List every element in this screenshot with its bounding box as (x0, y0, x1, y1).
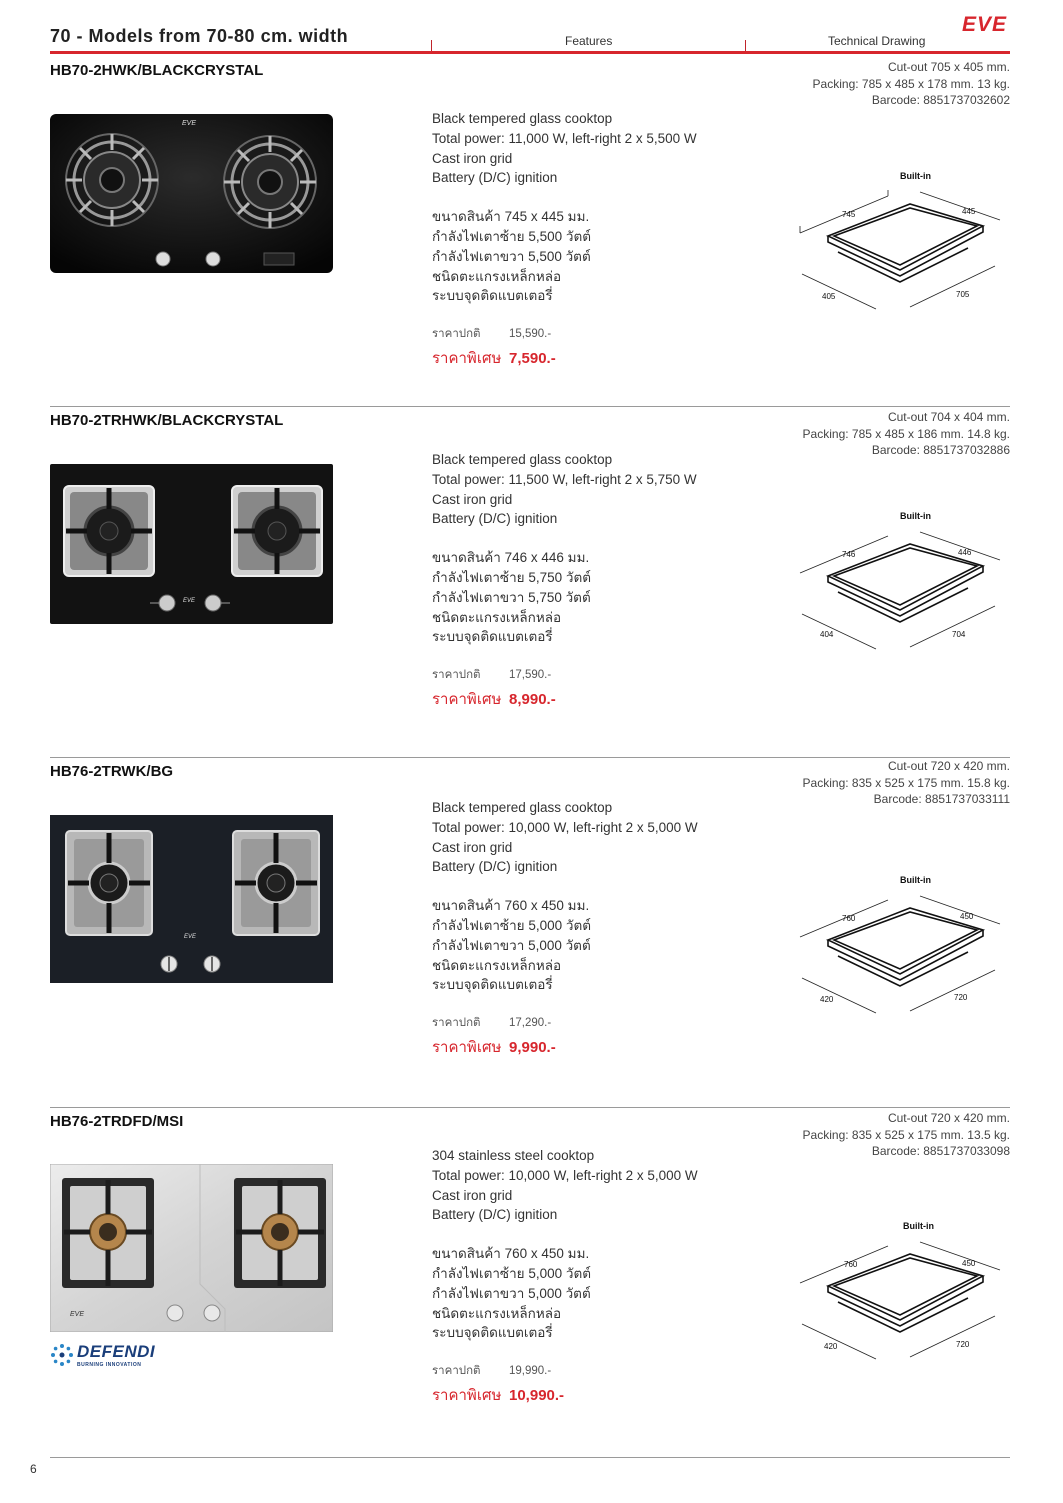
feature-line: Cast iron grid (432, 491, 513, 507)
technical-drawing (790, 508, 1010, 658)
sale-price-label: ราคาพิเศษ (432, 1038, 502, 1056)
feature-line-th: ระบบจุดติดแบตเตอรี่ (432, 288, 553, 304)
feature-line: Cast iron grid (432, 1187, 513, 1203)
feature-line-th: ขนาดสินค้า 760 x 450 มม. (432, 1246, 590, 1262)
packing-spec: Packing: 835 x 525 x 175 mm. 13.5 kg. (802, 1127, 1010, 1142)
built-in-label: Built-in (900, 171, 931, 181)
dim-top-left: 745 (842, 210, 856, 219)
regular-price (432, 1014, 698, 1034)
page-number: 6 (30, 1462, 37, 1476)
feature-line-th: กำลังไฟเตาซ้าย 5,000 วัตต์ (432, 1265, 591, 1281)
feature-line: Battery (D/C) ignition (432, 511, 558, 527)
section-divider (50, 406, 1010, 407)
feature-line-th: ชนิดตะแกรงเหล็กหล่อ (432, 268, 562, 284)
product-specs (803, 1110, 1010, 1160)
feature-line-th: ชนิดตะแกรงเหล็กหล่อ (432, 1305, 562, 1321)
sale-price-label: ราคาพิเศษ (432, 1386, 502, 1404)
sale-price-value: 7,590.- (509, 349, 556, 367)
photo-logo: EVE (182, 120, 197, 127)
regular-price-value: 15,590.- (509, 328, 552, 341)
dim-top-right: 450 (960, 912, 974, 921)
feature-line-th: ขนาดสินค้า 745 x 445 มม. (432, 209, 590, 225)
regular-price-label: ราคาปกติ (432, 1365, 481, 1378)
section-divider (50, 1107, 1010, 1108)
packing-spec: Packing: 785 x 485 x 178 mm. 13 kg. (812, 76, 1010, 91)
defendi-tagline: BURNING INNOVATION (77, 1362, 142, 1368)
barcode-spec: Barcode: 8851737033111 (873, 792, 1010, 806)
product-model: HB70-2TRHWK/BLACKCRYSTAL (50, 412, 284, 429)
feature-line: Battery (D/C) ignition (432, 1207, 558, 1223)
dim-bottom-left: 405 (822, 292, 836, 301)
feature-line: Black tempered glass cooktop (432, 800, 613, 815)
feature-line: Black tempered glass cooktop (432, 111, 613, 126)
dim-bottom-left: 404 (820, 630, 834, 639)
feature-line: Total power: 11,500 W, left-right 2 x 5,750 W (432, 471, 697, 487)
feature-line: Battery (D/C) ignition (432, 170, 558, 186)
regular-price (432, 1362, 698, 1382)
defendi-logo (50, 1342, 155, 1368)
feature-line-th: กำลังไฟเตาซ้าย 5,750 วัตต์ (432, 569, 591, 585)
sale-price (432, 690, 697, 710)
dim-top-right: 450 (962, 1259, 976, 1268)
regular-price-label: ราคาปกติ (432, 328, 481, 341)
dim-bottom-right: 704 (952, 630, 966, 639)
dim-bottom-right: 720 (954, 993, 968, 1002)
product-photo (50, 1164, 333, 1332)
cutout-spec: Cut-out 704 x 404 mm. (887, 410, 1010, 424)
product-specs (813, 59, 1010, 109)
packing-spec: Packing: 835 x 525 x 175 mm. 15.8 kg. (802, 775, 1010, 790)
feature-line-th: ขนาดสินค้า 760 x 450 มม. (432, 898, 590, 914)
sale-price-value: 9,990.- (509, 1038, 556, 1056)
page-title: 70 - Models from 70-80 cm. width (50, 26, 349, 46)
feature-line-th: ชนิดตะแกรงเหล็กหล่อ (432, 957, 562, 973)
photo-logo: EVE (184, 934, 197, 940)
dim-top-left: 760 (844, 1260, 858, 1269)
built-in-label: Built-in (900, 875, 931, 885)
feature-line-th: ขนาดสินค้า 746 x 446 มม. (432, 550, 590, 566)
feature-line: Cast iron grid (432, 150, 513, 166)
feature-line-th: ระบบจุดติดแบตเตอรี่ (432, 977, 553, 993)
dim-top-right: 445 (962, 207, 976, 216)
dim-bottom-left: 420 (820, 995, 834, 1004)
dim-top-left: 746 (842, 550, 856, 559)
regular-price-label: ราคาปกติ (432, 669, 481, 682)
cutout-spec: Cut-out 705 x 405 mm. (887, 60, 1010, 74)
feature-line: Black tempered glass cooktop (432, 452, 613, 467)
feature-line: Total power: 11,000 W, left-right 2 x 5,500 W (432, 130, 697, 146)
dim-bottom-right: 720 (956, 1340, 970, 1349)
regular-price (432, 325, 697, 345)
feature-line: Total power: 10,000 W, left-right 2 x 5,000 W (432, 819, 698, 835)
footer-rule (50, 1457, 1010, 1458)
feature-line: Battery (D/C) ignition (432, 859, 558, 875)
cutout-spec: Cut-out 720 x 420 mm. (887, 759, 1010, 773)
dim-bottom-right: 705 (956, 290, 970, 299)
dim-top-right: 446 (958, 548, 972, 557)
barcode-spec: Barcode: 8851737032886 (871, 443, 1010, 457)
photo-logo: EVE (183, 598, 196, 604)
header-features-label: Features (565, 34, 613, 48)
sale-price-value: 10,990.- (509, 1386, 565, 1404)
features-block (432, 450, 697, 710)
built-in-label: Built-in (900, 511, 931, 521)
sale-price (432, 1038, 698, 1058)
dim-top-left: 760 (842, 914, 856, 923)
sale-price-label: ราคาพิเศษ (432, 349, 502, 367)
built-in-label: Built-in (903, 1221, 934, 1231)
technical-drawing (790, 872, 1010, 1022)
features-block (432, 798, 698, 1058)
sale-price (432, 349, 697, 369)
feature-line: Cast iron grid (432, 839, 513, 855)
defendi-name: DEFENDI (77, 1342, 156, 1361)
technical-drawing (790, 168, 1010, 318)
feature-line-th: กำลังไฟเตาขวา 5,500 วัตต์ (432, 248, 591, 264)
features-block (432, 1146, 698, 1406)
product-photo (50, 464, 333, 624)
feature-line-th: ระบบจุดติดแบตเตอรี่ (432, 1325, 553, 1341)
barcode-spec: Barcode: 8851737032602 (871, 93, 1010, 107)
features-block (432, 109, 697, 369)
photo-logo: EVE (70, 1311, 85, 1318)
dim-bottom-left: 420 (824, 1342, 838, 1351)
regular-price-label: ราคาปกติ (432, 1017, 481, 1030)
sale-price-value: 8,990.- (509, 690, 556, 708)
feature-line: Total power: 10,000 W, left-right 2 x 5,000 W (432, 1167, 698, 1183)
header-drawing-label: Technical Drawing (828, 34, 926, 48)
feature-line-th: กำลังไฟเตาซ้าย 5,500 วัตต์ (432, 228, 591, 244)
regular-price (432, 666, 697, 686)
feature-line-th: กำลังไฟเตาขวา 5,750 วัตต์ (432, 589, 591, 605)
feature-line-th: กำลังไฟเตาขวา 5,000 วัตต์ (432, 1285, 591, 1301)
header-rule (50, 51, 1010, 54)
regular-price-value: 19,990.- (509, 1365, 552, 1378)
feature-line-th: กำลังไฟเตาขวา 5,000 วัตต์ (432, 937, 591, 953)
product-specs (803, 409, 1010, 459)
product-photo (50, 114, 333, 273)
product-model: HB76-2TRWK/BG (50, 763, 174, 780)
barcode-spec: Barcode: 8851737033098 (871, 1144, 1010, 1158)
feature-line: 304 stainless steel cooktop (432, 1148, 595, 1163)
product-model: HB70-2HWK/BLACKCRYSTAL (50, 62, 264, 79)
technical-drawing (790, 1218, 1010, 1368)
eve-logo: EVE (962, 13, 1008, 36)
defendi-star-icon (50, 1343, 74, 1367)
feature-line-th: ชนิดตะแกรงเหล็กหล่อ (432, 609, 562, 625)
product-specs (803, 758, 1010, 808)
regular-price-value: 17,590.- (509, 669, 552, 682)
feature-line-th: ระบบจุดติดแบตเตอรี่ (432, 629, 553, 645)
regular-price-value: 17,290.- (509, 1017, 552, 1030)
sale-price (432, 1386, 698, 1406)
sale-price-label: ราคาพิเศษ (432, 690, 502, 708)
packing-spec: Packing: 785 x 485 x 186 mm. 14.8 kg. (802, 426, 1010, 441)
cutout-spec: Cut-out 720 x 420 mm. (887, 1111, 1010, 1125)
feature-line-th: กำลังไฟเตาซ้าย 5,000 วัตต์ (432, 917, 591, 933)
product-photo (50, 815, 333, 983)
product-model: HB76-2TRDFD/MSI (50, 1113, 184, 1130)
